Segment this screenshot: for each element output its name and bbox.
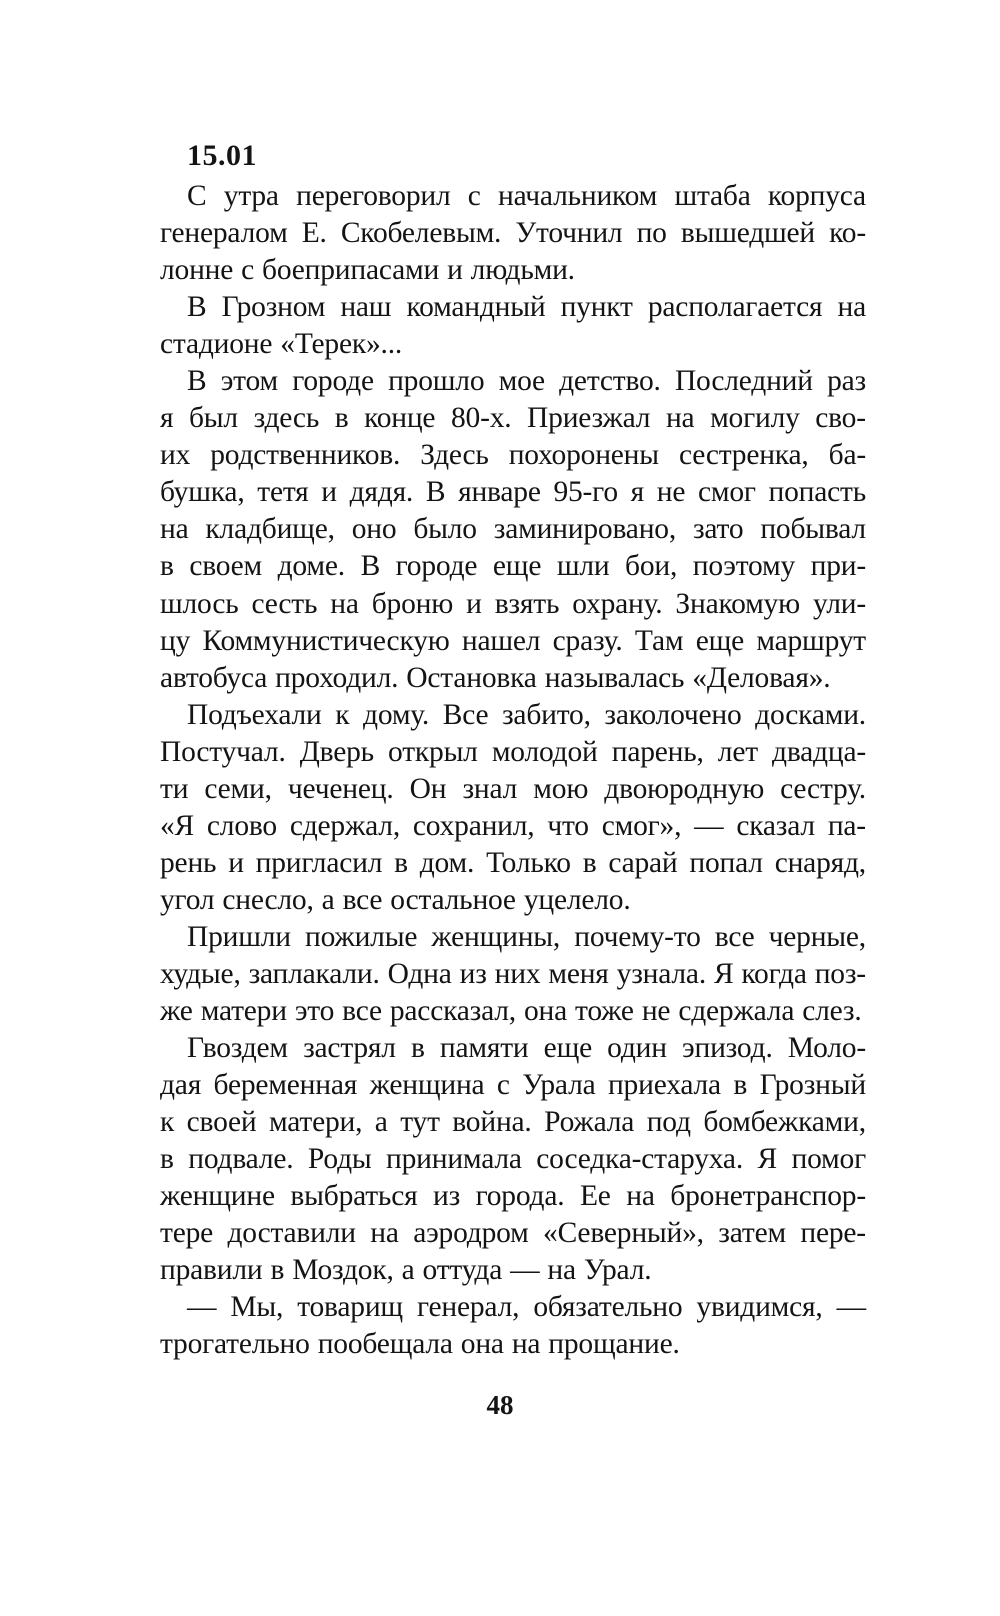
- word: открыл: [388, 735, 478, 768]
- text-line: [160, 1215, 866, 1252]
- word: и: [447, 254, 463, 287]
- word: бронетранспор-: [670, 1180, 866, 1213]
- word: двоюродную: [604, 772, 765, 805]
- word: парень,: [611, 735, 704, 768]
- word: заплакали.: [248, 957, 380, 990]
- word: Дверь: [299, 735, 374, 768]
- text-line: [160, 623, 866, 660]
- word: смог: [697, 476, 756, 509]
- word: и: [466, 587, 482, 620]
- word: она: [523, 995, 568, 1028]
- text-line: [160, 1067, 866, 1104]
- text-line: [160, 882, 866, 919]
- word: на: [665, 402, 695, 435]
- word: узнала.: [616, 957, 706, 990]
- word: родственников.: [210, 439, 401, 472]
- word: приехала: [607, 1069, 721, 1102]
- word: города.: [475, 1180, 565, 1213]
- word: мою: [533, 772, 589, 805]
- word: был: [189, 402, 238, 435]
- word: на: [511, 1328, 541, 1361]
- word: 95-го: [553, 476, 618, 509]
- word: генерал,: [416, 1291, 520, 1324]
- word: Грозном: [221, 291, 326, 324]
- text-line: [160, 178, 866, 215]
- word: проходил.: [275, 661, 399, 694]
- word: при-: [810, 550, 866, 583]
- word: сдержала: [678, 995, 795, 1028]
- word: я: [160, 402, 174, 435]
- text-line: [160, 1141, 866, 1178]
- word: на: [626, 1180, 655, 1213]
- word: —: [694, 809, 724, 842]
- text-line: [160, 734, 866, 771]
- word: лет: [717, 735, 758, 768]
- word: маршрут: [756, 624, 866, 657]
- word: ко-: [829, 217, 866, 250]
- word: все: [342, 995, 382, 1028]
- word: Скобелевым.: [340, 217, 502, 250]
- word: правили: [160, 1254, 263, 1287]
- word: Ее: [579, 1180, 611, 1213]
- word: а: [321, 883, 335, 916]
- word: угол: [160, 883, 215, 916]
- word: 80-х.: [450, 402, 512, 435]
- text-line: [160, 474, 866, 511]
- word: попал: [689, 846, 763, 879]
- text-line: [160, 660, 866, 697]
- word: когда: [741, 957, 807, 990]
- word: женщина: [369, 1069, 485, 1102]
- word: а: [401, 1254, 415, 1287]
- text-line: [160, 845, 866, 882]
- word: что: [547, 809, 589, 842]
- word: людьми.: [470, 254, 575, 287]
- word: детство.: [559, 365, 661, 398]
- word: дядя.: [349, 476, 414, 509]
- word: сесть: [251, 587, 318, 620]
- word: еще: [695, 624, 745, 657]
- word: охрану.: [572, 587, 663, 620]
- word: еще: [543, 1032, 592, 1065]
- word: двадца-: [772, 735, 866, 768]
- word: бомбежками,: [703, 1106, 866, 1139]
- word: помог: [791, 1143, 866, 1176]
- word: Грозный: [759, 1069, 866, 1102]
- word: В: [425, 476, 446, 509]
- word: не: [641, 995, 671, 1028]
- word: в: [410, 1032, 425, 1065]
- word: ти: [160, 772, 189, 805]
- word: В: [187, 291, 207, 324]
- word: в: [270, 1254, 285, 1287]
- word: бушка,: [160, 476, 245, 509]
- word: Урала: [522, 1069, 596, 1102]
- word: досками.: [755, 698, 866, 731]
- word: женщины,: [431, 920, 561, 953]
- word: Уточнил: [515, 217, 623, 250]
- word: Остановка: [406, 661, 537, 694]
- word: зато: [692, 513, 744, 546]
- text-line: [160, 215, 866, 252]
- word: —: [836, 1291, 866, 1324]
- text-line: [160, 1178, 866, 1215]
- word: под: [646, 1106, 691, 1139]
- word: почему-то: [574, 920, 701, 953]
- word: памяти: [439, 1032, 529, 1065]
- word: рень: [160, 846, 217, 879]
- text-line: [160, 252, 866, 289]
- word: чеченец.: [287, 772, 394, 805]
- word: слез.: [802, 995, 862, 1028]
- word: автобуса: [160, 661, 268, 694]
- word: соседка-старуха.: [536, 1143, 743, 1176]
- word: тоже: [575, 995, 634, 1028]
- word: боеприпасами: [262, 254, 440, 287]
- word: один: [607, 1032, 667, 1065]
- word: затем: [718, 1217, 786, 1250]
- word: Одна: [387, 957, 452, 990]
- text-line: [160, 1030, 866, 1067]
- entry-date-heading: 15.01: [187, 139, 257, 172]
- word: оно: [351, 513, 397, 546]
- word: матери,: [268, 1106, 363, 1139]
- word: «Терек»...: [280, 328, 403, 361]
- word: еще: [492, 550, 542, 583]
- word: сказал: [736, 809, 815, 842]
- word: взять: [494, 587, 560, 620]
- text-line: [160, 326, 866, 363]
- word: с: [496, 1069, 510, 1102]
- word: в: [334, 402, 349, 435]
- word: пере-: [800, 1217, 866, 1250]
- word: товарищ: [297, 1291, 403, 1324]
- word: своей: [186, 1106, 257, 1139]
- word: сарай: [608, 846, 678, 879]
- word: заколочено: [604, 698, 742, 731]
- word: Моздок,: [292, 1254, 394, 1287]
- word: прошло: [388, 365, 485, 398]
- word: С: [187, 180, 207, 212]
- word: рассказал,: [389, 995, 516, 1028]
- word: забито,: [501, 698, 591, 731]
- text-line: [160, 363, 866, 400]
- word: па-: [827, 809, 866, 842]
- word: Знакомую: [675, 587, 800, 620]
- word: начальником: [498, 180, 658, 212]
- word: раз: [827, 365, 866, 398]
- word: сдержал,: [289, 809, 401, 842]
- word: «Я: [160, 809, 195, 842]
- word: Рожала: [544, 1106, 635, 1139]
- word: выбраться: [290, 1180, 418, 1213]
- word: пункт: [560, 291, 633, 324]
- word: могилу: [710, 402, 800, 435]
- word: Е.: [301, 217, 327, 250]
- word: из: [459, 957, 487, 990]
- word: Приезжал: [527, 402, 651, 435]
- word: в: [582, 846, 597, 879]
- word: В: [187, 365, 207, 398]
- word: генералом: [160, 217, 288, 250]
- word: заминировано,: [493, 513, 677, 546]
- word: пригласил: [255, 846, 383, 879]
- word: а: [374, 1106, 388, 1139]
- word: кладбище,: [205, 513, 335, 546]
- word: Постучал.: [160, 735, 286, 768]
- text-line: [160, 1326, 866, 1363]
- text-line: [160, 919, 866, 956]
- word: уцелело.: [523, 883, 631, 916]
- word: В: [360, 550, 381, 583]
- word: Все: [442, 698, 489, 731]
- word: их: [160, 439, 191, 472]
- word: Только: [486, 846, 571, 879]
- text-line: [160, 697, 866, 734]
- word: лонне: [160, 254, 234, 287]
- word: поз-: [814, 957, 866, 990]
- word: Роды: [307, 1143, 372, 1176]
- word: мое: [498, 365, 545, 398]
- word: с: [241, 254, 255, 287]
- word: сразу.: [552, 624, 623, 657]
- word: война.: [452, 1106, 532, 1139]
- word: молодой: [491, 735, 598, 768]
- text-line: [160, 289, 866, 326]
- word: с: [467, 180, 481, 212]
- word: в: [160, 550, 174, 583]
- word: и: [228, 846, 244, 879]
- word: городе: [292, 365, 374, 398]
- word: поэтому: [692, 550, 796, 583]
- word: знал: [462, 772, 518, 805]
- word: к: [160, 1106, 175, 1139]
- text-line: [160, 1252, 866, 1289]
- word: все: [714, 920, 755, 953]
- word: сохранил,: [412, 809, 535, 842]
- text-line: [160, 437, 866, 474]
- word: попасть: [768, 476, 866, 509]
- word: —: [187, 1291, 217, 1324]
- word: слово: [206, 809, 277, 842]
- word: Коммунистическую: [202, 624, 450, 657]
- word: черные,: [768, 920, 866, 953]
- word: нашел: [461, 624, 541, 657]
- word: «Деловая».: [692, 661, 831, 694]
- word: ба-: [828, 439, 866, 472]
- word: тетя: [257, 476, 309, 509]
- word: Урал.: [583, 1254, 652, 1287]
- page-number: 48: [486, 1390, 514, 1420]
- word: снесло,: [222, 883, 314, 916]
- word: в: [394, 846, 408, 879]
- word: она: [460, 1328, 504, 1361]
- text-line: [160, 400, 866, 437]
- word: дом.: [419, 846, 475, 879]
- word: же: [160, 995, 193, 1028]
- word: Пришли: [187, 920, 291, 953]
- word: на: [837, 291, 866, 324]
- word: матери: [200, 995, 287, 1028]
- word: все: [342, 883, 383, 916]
- word: сестренка,: [678, 439, 809, 472]
- word: шли: [556, 550, 610, 583]
- word: остальное: [390, 883, 516, 916]
- text-line: [160, 808, 866, 845]
- word: —: [510, 1254, 540, 1287]
- body-text: [160, 178, 866, 1364]
- word: Я: [713, 957, 734, 990]
- word: сво-: [815, 402, 866, 435]
- word: прощание.: [548, 1328, 680, 1361]
- word: обязательно: [533, 1291, 683, 1324]
- word: штаба: [674, 180, 751, 212]
- word: на: [547, 1254, 576, 1287]
- word: застрял: [303, 1032, 396, 1065]
- word: переговорил: [296, 180, 451, 212]
- word: побывал: [760, 513, 866, 546]
- word: своем: [189, 550, 263, 583]
- word: подвале.: [188, 1143, 294, 1176]
- word: это: [294, 995, 335, 1028]
- word: Мы,: [230, 1291, 284, 1324]
- text-line: [160, 771, 866, 808]
- word: и: [321, 476, 337, 509]
- word: командный: [406, 291, 546, 324]
- word: смог»,: [601, 809, 682, 842]
- word: похоронены: [508, 439, 659, 472]
- word: меня: [548, 957, 609, 990]
- word: них: [494, 957, 541, 990]
- word: эпизод.: [682, 1032, 773, 1065]
- word: по: [636, 217, 667, 250]
- word: к: [335, 698, 350, 731]
- word: называлась: [544, 661, 685, 694]
- word: из: [433, 1180, 461, 1213]
- word: шлось: [160, 587, 239, 620]
- word: на: [370, 1217, 399, 1250]
- word: на: [330, 587, 359, 620]
- word: беременная: [213, 1069, 358, 1102]
- word: дая: [160, 1069, 202, 1102]
- word: стадионе: [160, 328, 273, 361]
- word: увидимся,: [696, 1291, 823, 1324]
- word: аэродром: [413, 1217, 529, 1250]
- word: Я: [757, 1143, 777, 1176]
- word: снаряд,: [774, 846, 866, 879]
- text-line: [160, 1289, 866, 1326]
- word: январе: [458, 476, 541, 509]
- word: вышедшей: [680, 217, 816, 250]
- text-line: [160, 548, 866, 585]
- word: дому.: [363, 698, 430, 731]
- word: в: [733, 1069, 748, 1102]
- word: доставили: [227, 1217, 356, 1250]
- word: трогательно: [160, 1328, 310, 1361]
- word: оттуда: [422, 1254, 503, 1287]
- word: принимала: [386, 1143, 522, 1176]
- word: броню: [371, 587, 454, 620]
- word: худые,: [160, 957, 241, 990]
- text-line: [160, 586, 866, 623]
- text-line: [160, 993, 866, 1030]
- word: женщине: [160, 1180, 275, 1213]
- word: здесь: [253, 402, 320, 435]
- word: Здесь: [420, 439, 489, 472]
- word: я: [630, 476, 645, 509]
- word: тут: [400, 1106, 440, 1139]
- text-line: [160, 1104, 866, 1141]
- word: бои,: [625, 550, 678, 583]
- word: утра: [223, 180, 279, 212]
- word: не: [656, 476, 686, 509]
- word: корпуса: [767, 180, 866, 212]
- word: пообещала: [317, 1328, 453, 1361]
- word: Он: [409, 772, 447, 805]
- word: цу: [160, 624, 191, 657]
- text-line: [160, 956, 866, 993]
- word: наш: [340, 291, 392, 324]
- word: «Северный»,: [543, 1217, 704, 1250]
- word: в: [160, 1143, 174, 1176]
- word: тере: [160, 1217, 214, 1250]
- word: Гвоздем: [187, 1032, 288, 1065]
- word: располагается: [647, 291, 823, 324]
- word: пожилые: [305, 920, 418, 953]
- word: Там: [634, 624, 684, 657]
- word: Подъехали: [187, 698, 322, 731]
- word: Моло-: [787, 1032, 866, 1065]
- word: было: [413, 513, 477, 546]
- word: городе: [395, 550, 478, 583]
- word: ули-: [812, 587, 866, 620]
- word: доме.: [277, 550, 345, 583]
- word: Последний: [674, 365, 813, 398]
- word: сестру.: [780, 772, 866, 805]
- word: на: [160, 513, 189, 546]
- word: конце: [364, 402, 436, 435]
- word: этом: [220, 365, 278, 398]
- word: семи,: [204, 772, 272, 805]
- text-line: [160, 511, 866, 548]
